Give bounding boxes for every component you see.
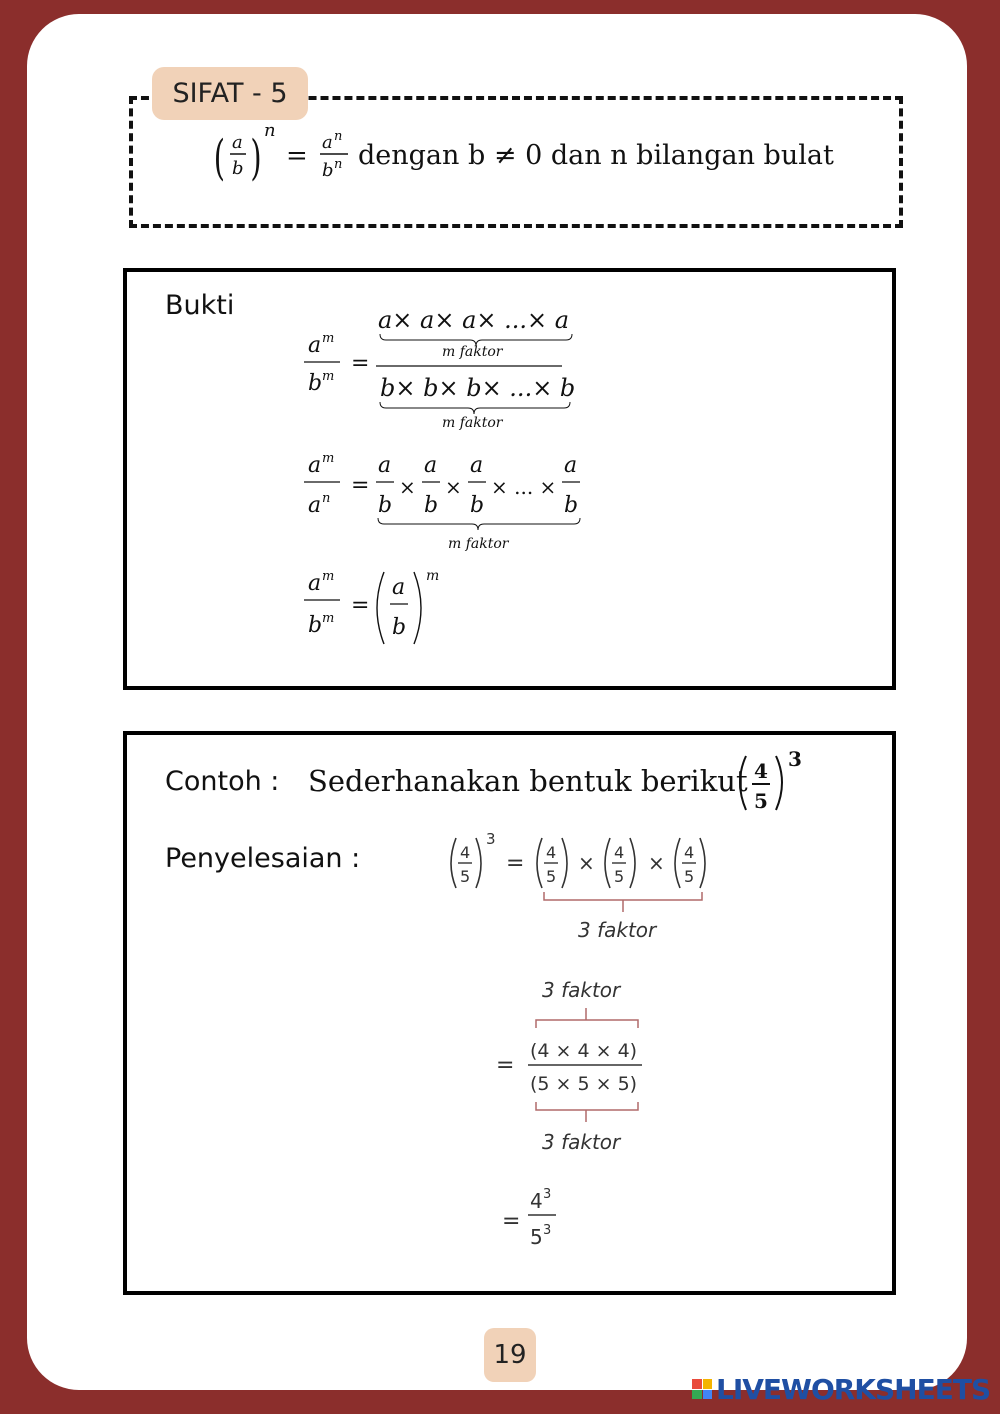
rule-formula (200, 112, 840, 192)
svg-text:=: = (506, 851, 525, 876)
svg-text:4: 4 (530, 1189, 543, 1213)
svg-text:a: a (378, 453, 392, 478)
svg-text:=: = (351, 351, 370, 376)
svg-text:m: m (322, 331, 335, 346)
svg-text:n: n (334, 157, 343, 172)
svg-text:m: m (322, 569, 335, 584)
svg-text:b: b (564, 493, 579, 518)
svg-text:3: 3 (486, 830, 496, 848)
svg-text:4: 4 (614, 843, 625, 862)
svg-text:×: × (445, 475, 462, 499)
underbrace-label-2: m faktor (442, 415, 503, 431)
svg-text:×: × (648, 851, 665, 875)
proof-label: Bukti (165, 290, 235, 321)
example-label: Contoh : (165, 766, 280, 797)
example-question: Sederhanakan bentuk berikut (308, 764, 748, 798)
svg-text:a× a× a× ...× a: a× a× a× ...× a (378, 306, 570, 334)
svg-text:a: a (392, 575, 406, 600)
svg-text:=: = (351, 593, 370, 618)
svg-text:b: b (322, 160, 334, 181)
brand-name: LIVEWORKSHEETS (716, 1372, 991, 1406)
brace-label-2: 3 faktor (542, 978, 621, 1002)
svg-text:a: a (308, 333, 322, 358)
solution-label: Penyelesaian : (165, 843, 361, 874)
svg-text:b: b (308, 613, 323, 638)
svg-text:b: b (392, 615, 407, 640)
svg-text:b: b (378, 493, 393, 518)
svg-text:a: a (308, 571, 322, 596)
proof-formulas (296, 300, 616, 660)
svg-text:m: m (322, 611, 335, 626)
svg-text:n: n (334, 129, 343, 144)
svg-text:(: ( (213, 130, 226, 187)
fraction-numerator: (4 × 4 × 4) (530, 1040, 638, 1062)
svg-text:4: 4 (754, 759, 768, 783)
svg-text:4: 4 (684, 843, 695, 862)
svg-text:n: n (264, 120, 276, 141)
svg-text:a: a (232, 132, 243, 153)
svg-text:5: 5 (546, 867, 557, 886)
svg-text:×: × (399, 475, 416, 499)
underbrace-label-3: m faktor (448, 536, 509, 552)
svg-text:3: 3 (788, 747, 802, 771)
svg-text:=: = (351, 473, 370, 498)
brace-label-3: 3 faktor (542, 1130, 621, 1154)
svg-text:b: b (308, 371, 323, 396)
svg-text:n: n (322, 491, 331, 506)
svg-text:=: = (496, 1053, 515, 1078)
svg-text:): ) (250, 130, 262, 187)
svg-text:m: m (322, 369, 335, 384)
solution-steps (440, 830, 740, 1260)
svg-text:×: × (578, 851, 595, 875)
svg-text:b: b (470, 493, 485, 518)
svg-text:b: b (232, 158, 244, 179)
svg-text:=: = (286, 141, 308, 171)
svg-text:a: a (322, 132, 333, 153)
fraction-denominator: (5 × 5 × 5) (530, 1073, 638, 1095)
svg-text:5: 5 (614, 867, 625, 886)
brand-grid-icon (692, 1379, 712, 1399)
svg-text:=: = (502, 1209, 521, 1234)
brand-logo[interactable] (692, 1373, 990, 1405)
svg-text:5: 5 (754, 789, 768, 813)
svg-text:5: 5 (530, 1225, 543, 1249)
svg-text:3: 3 (543, 1187, 552, 1202)
svg-text:m: m (426, 568, 440, 584)
svg-text:b× b× b× ...× b: b× b× b× ...× b (380, 374, 576, 402)
svg-text:a: a (308, 453, 322, 478)
svg-text:5: 5 (460, 867, 471, 886)
svg-text:m: m (322, 451, 335, 466)
svg-text:4: 4 (546, 843, 557, 862)
svg-text:a: a (308, 493, 322, 518)
svg-text:b: b (424, 493, 439, 518)
svg-text:× ... ×: × ... × (491, 475, 557, 499)
svg-text:5: 5 (684, 867, 695, 886)
rule-condition: dengan b ≠ 0 dan n bilangan bulat (358, 140, 834, 171)
rule-tag: SIFAT - 5 (152, 67, 308, 120)
svg-text:4: 4 (460, 843, 471, 862)
example-question-fraction (736, 744, 808, 824)
svg-text:a: a (564, 453, 578, 478)
brace-label-1: 3 faktor (578, 918, 657, 942)
underbrace-label-1: m faktor (442, 344, 503, 360)
svg-text:3: 3 (543, 1223, 552, 1238)
svg-text:a: a (424, 453, 438, 478)
svg-text:a: a (470, 453, 484, 478)
page-number: 19 (484, 1328, 536, 1382)
